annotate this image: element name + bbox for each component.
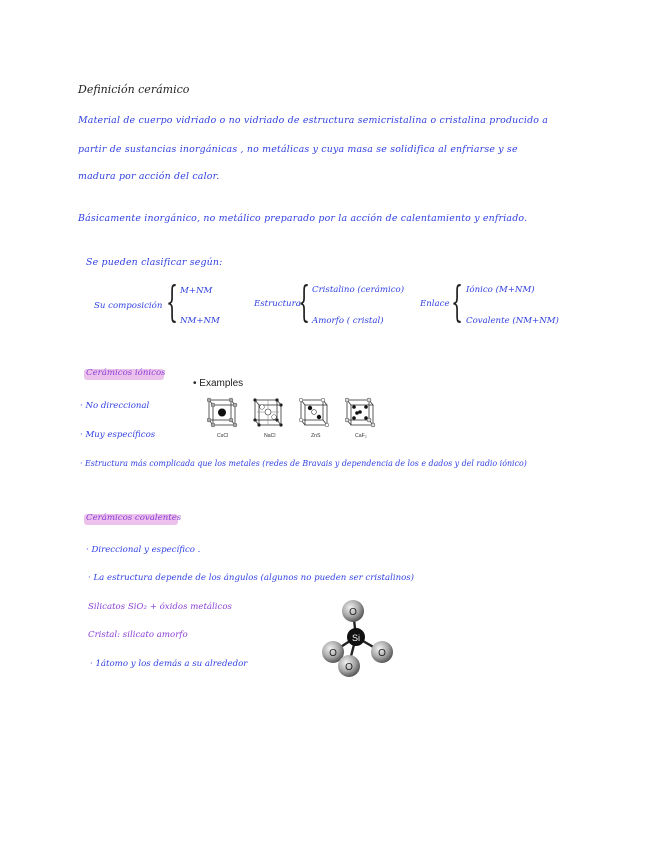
example-label-cscl: CsCl <box>217 433 229 439</box>
svg-text:O: O <box>378 648 386 659</box>
svg-text:O: O <box>329 648 337 659</box>
classify-heading: Se pueden clasificar según: <box>86 257 223 268</box>
nacl-cell-icon <box>253 397 286 428</box>
sio4-molecule-diagram <box>318 596 398 680</box>
page-title: Definición cerámico <box>78 83 190 96</box>
composicion-item-2: NM+NM <box>180 316 220 326</box>
summary-line: Básicamente inorgánico, no metálico preparado por la acción de calentamiento y enfriado. <box>78 213 528 224</box>
silicon-atom <box>347 628 365 646</box>
silicatos-line: Silicatos SiO₂ + óxidos metálicos <box>88 602 232 612</box>
oxygen-atom-right <box>371 641 393 663</box>
enlace-item-2: Covalente (NM+NM) <box>466 316 559 326</box>
examples-title: • Examples <box>193 378 244 389</box>
definition-line-2: partir de sustancias inorgánicas , no metálicas y cuya masa se solidifica al enfriarse y se <box>78 144 518 155</box>
covalentes-heading: Cerámicos covalentes <box>86 513 182 523</box>
ionicos-bullet-3: · Estructura más complicada que los metales (redes de Bravais y dependencia de los e dados y del radio iónico) <box>80 459 527 468</box>
enlace-item-1: Iónico (M+NM) <box>466 285 535 295</box>
composicion-item-1: M+NM <box>180 286 213 296</box>
composicion-brace: { <box>166 277 179 326</box>
definition-line-3: madura por acción del calor. <box>78 171 220 182</box>
ionicos-heading: Cerámicos iónicos <box>86 368 166 378</box>
covalentes-bullet-1: · Direccional y específico . <box>86 545 201 555</box>
estructura-brace: { <box>298 277 311 326</box>
example-label-caf2: CaF₂ <box>355 433 367 439</box>
estructura-item-2: Amorfo ( cristal) <box>312 316 384 326</box>
estructura-item-1: Cristalino (cerámico) <box>312 285 405 295</box>
svg-text:O: O <box>349 607 357 618</box>
oxygen-atom-bottom <box>338 655 360 677</box>
covalentes-bullet-2: · La estructura depende de los ángulos (algunos no pueden ser cristalinos) <box>88 573 415 583</box>
ionicos-bullet-1: · No direccional <box>80 401 150 411</box>
svg-text:Si: Si <box>351 633 361 643</box>
example-label-nacl: NaCl <box>264 433 276 439</box>
oxygen-atom-top <box>342 600 364 622</box>
atomo-line: · 1átomo y los demás a su alrededor <box>90 659 248 669</box>
cristal-line: Cristal: silicato amorfo <box>88 630 188 640</box>
cscl-cell-icon <box>207 397 240 428</box>
example-label-zns: ZnS <box>311 433 321 439</box>
definition-line-1: Material de cuerpo vidriado o no vidriado de estructura semicristalina o cristalina producido a <box>78 115 549 126</box>
enlace-label: Enlace <box>420 299 450 309</box>
enlace-brace: { <box>451 277 464 326</box>
ionicos-bullet-2: · Muy específicos <box>80 430 156 440</box>
caf2-cell-icon <box>345 397 378 428</box>
zns-cell-icon <box>299 397 332 428</box>
svg-text:O: O <box>345 662 353 673</box>
composicion-label: Su composición <box>94 301 163 311</box>
estructura-label: Estructura <box>254 299 301 309</box>
